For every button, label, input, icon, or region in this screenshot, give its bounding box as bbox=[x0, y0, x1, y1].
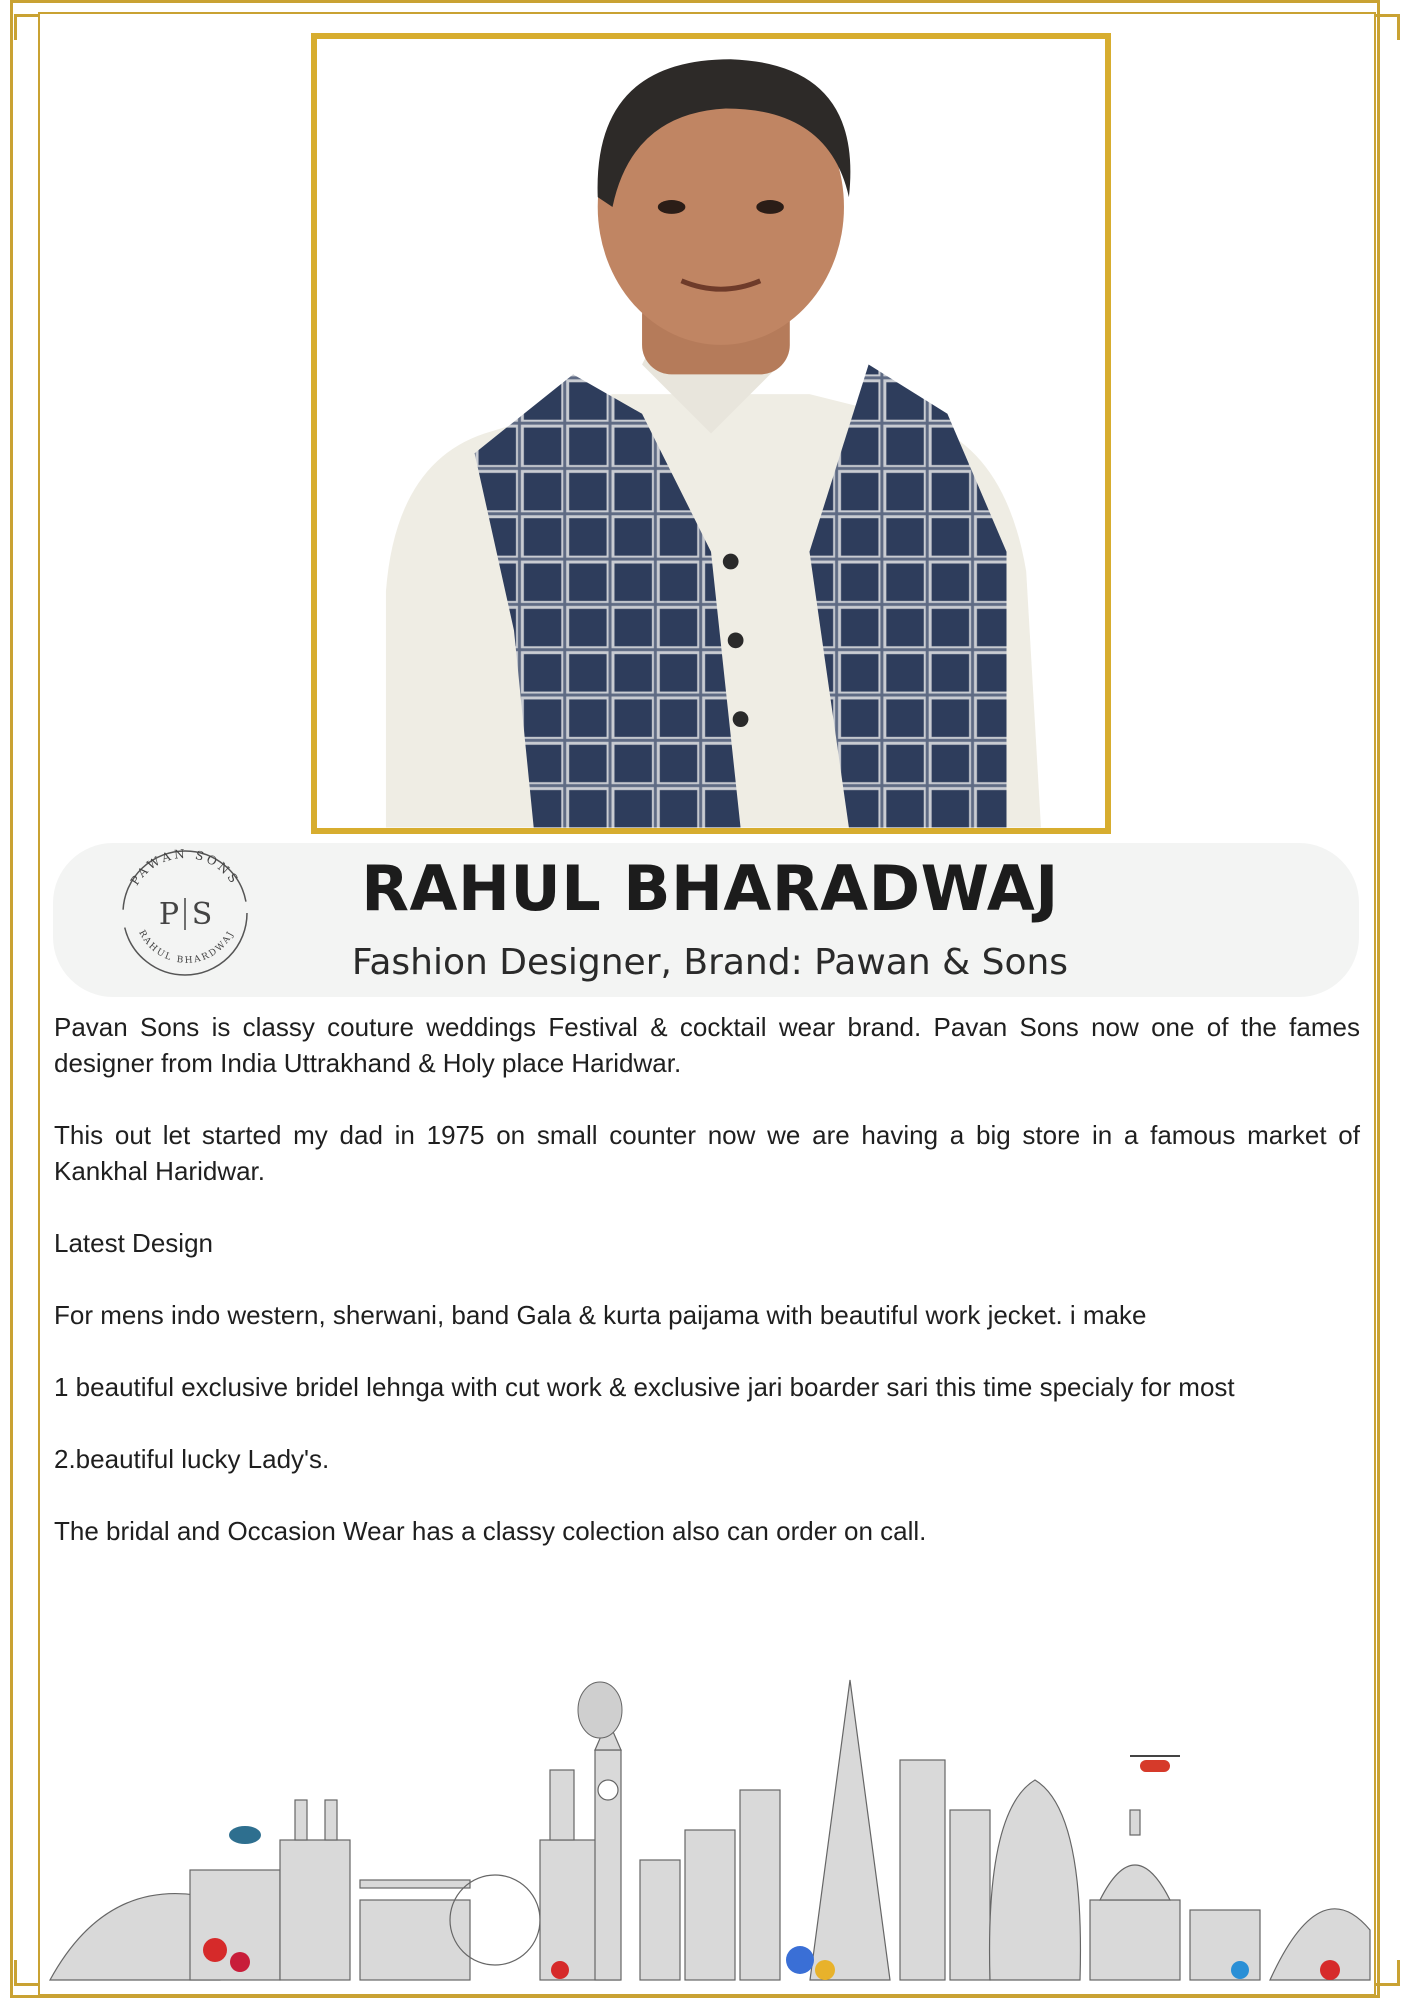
bio-paragraph: For mens indo western, sherwani, band Gala & kurta paijama with beautiful work jecket. i make bbox=[54, 1300, 1147, 1330]
ps-monogram-logo bbox=[110, 838, 260, 988]
svg-text:PAWAN SONS bbox=[128, 847, 243, 888]
person-title: Fashion Designer, Brand: Pawan & Sons bbox=[351, 942, 1069, 983]
person-name: RAHUL BHARADWAJ bbox=[361, 852, 1059, 925]
corner-ornament bbox=[14, 14, 40, 40]
logo-ring-top: PAWAN SONS bbox=[127, 846, 243, 888]
corner-ornament bbox=[1374, 14, 1400, 40]
city-skyline-illustration bbox=[40, 1670, 1374, 1990]
corner-ornament bbox=[14, 1960, 40, 1986]
bio-paragraph: The bridal and Occasion Wear has a classy colection also can order on call. bbox=[54, 1516, 927, 1546]
bio-paragraph: This out let started my dad in 1975 on small counter now we are having a big store in a famous market of Kankhal Haridwar. bbox=[54, 1120, 1360, 1186]
corner-ornament bbox=[1374, 1960, 1400, 1986]
bio-section bbox=[54, 1009, 1360, 1585]
portrait-illustration bbox=[317, 39, 1105, 828]
bio-paragraph: 1 beautiful exclusive bridel lehnga with cut work & exclusive jari boarder sari this time specialy for most bbox=[54, 1372, 1235, 1402]
svg-text:RAHUL BHARDWAJ bbox=[136, 929, 236, 966]
logo-letter-s: S bbox=[191, 897, 213, 932]
bio-paragraph: Pavan Sons is classy couture weddings Festival & cocktail wear brand. Pavan Sons now one of the fames designer from India Uttrakhand & Holy place Haridwar. bbox=[54, 1012, 1360, 1078]
bio-paragraph: 2.beautiful lucky Lady's. bbox=[54, 1444, 330, 1474]
logo-ring-bottom: RAHUL BHARDWAJ bbox=[136, 928, 237, 967]
bio-paragraph: Latest Design bbox=[54, 1228, 213, 1258]
logo-letter-p: P bbox=[158, 897, 180, 932]
portrait-photo bbox=[311, 33, 1111, 834]
